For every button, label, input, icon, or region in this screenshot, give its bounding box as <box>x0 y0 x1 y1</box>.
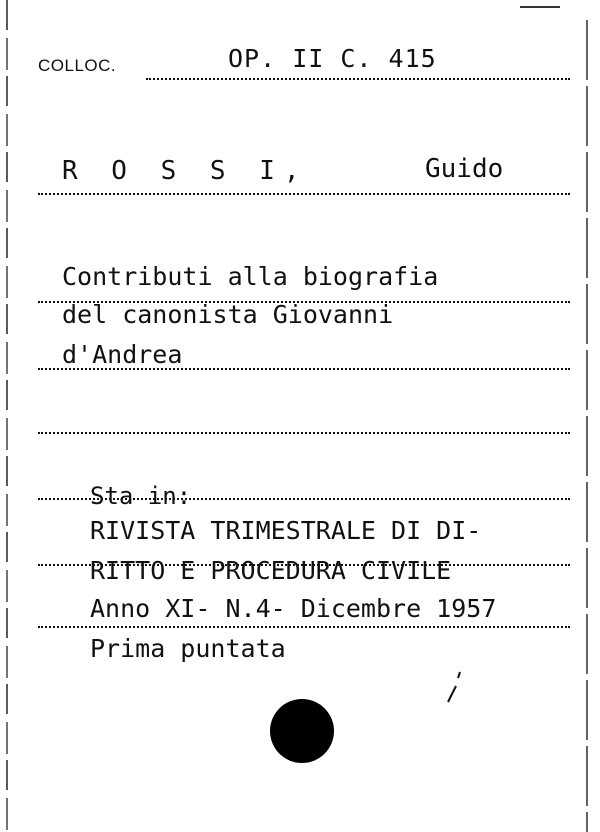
title-line-1: Contributi alla biografia <box>62 262 439 291</box>
title-dotted-line-2 <box>38 368 570 370</box>
card-left-edge <box>6 0 8 832</box>
issue-line: Anno XI- N.4- Dicembre 1957 <box>90 594 497 623</box>
source-intro: Sta in: <box>90 482 192 510</box>
journal-line-2: RITTO E PROCEDURA CIVILE <box>90 556 452 585</box>
card-top-edge-mark <box>520 6 560 8</box>
author-first-name: Guido <box>425 154 504 184</box>
blank-dotted-line <box>38 432 570 434</box>
pencil-mark-icon <box>440 668 464 708</box>
author-dotted-line <box>38 193 570 195</box>
title-line-3: d'Andrea <box>62 340 183 369</box>
colloc-label: COLLOC. <box>38 56 117 75</box>
colloc-dotted-line <box>146 78 570 80</box>
shelfmark: OP. II C. 415 <box>228 44 437 73</box>
author-surname: R O S S I, <box>62 156 309 186</box>
journal-line-1: RIVISTA TRIMESTRALE DI DI- <box>90 516 482 545</box>
part-line: Prima puntata <box>90 634 286 663</box>
title-line-2: del canonista Giovanni <box>62 300 394 329</box>
punch-hole <box>270 699 334 763</box>
card-right-edge <box>586 20 588 832</box>
source-dotted-line-3 <box>38 626 570 628</box>
